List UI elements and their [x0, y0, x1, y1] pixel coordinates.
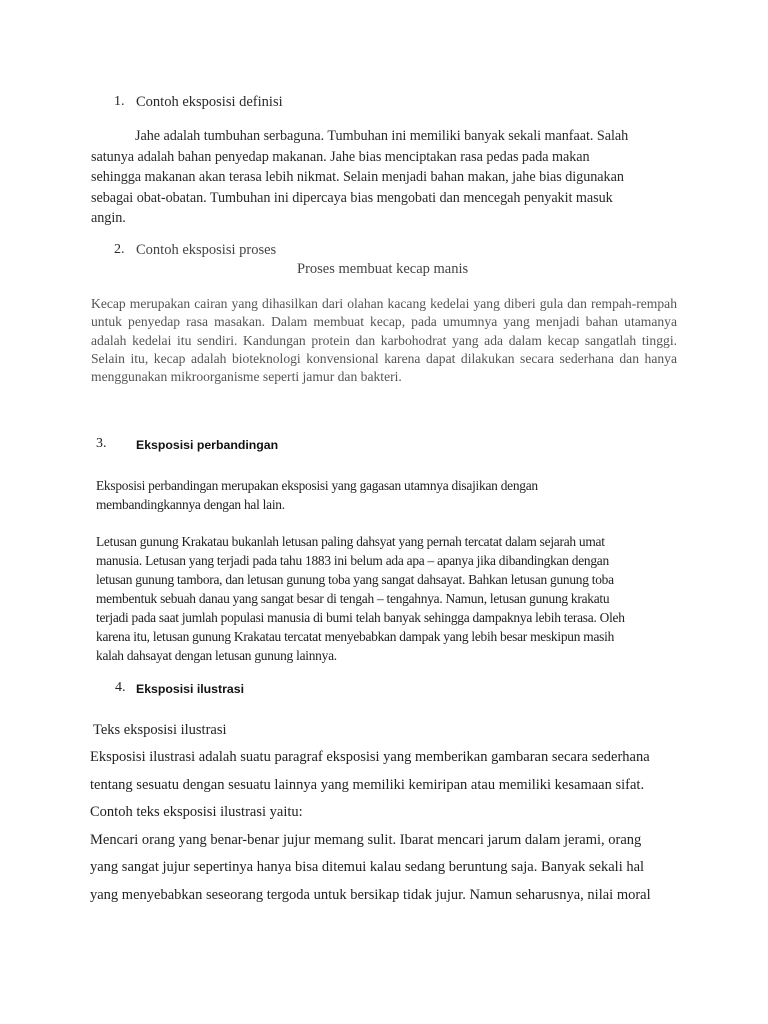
section2-subtitle: Proses membuat kecap manis [297, 261, 469, 277]
paragraph-line: angin. [91, 210, 126, 226]
paragraph-line: yang menyebabkan seseorang tergoda untuk bersikap tidak jujur. Namun seharusnya, nilai moral [90, 886, 651, 903]
section4-number: 4. [115, 680, 126, 695]
section1-title: Contoh eksposisi definisi [136, 94, 283, 110]
paragraph-line: karena itu, letusan gunung Krakatau tercatat menyebabkan dampak yang lebih besar meskipun masih [96, 629, 615, 644]
section2-title: Contoh eksposisi proses [136, 242, 277, 258]
section1-paragraph [91, 126, 691, 229]
paragraph-line: Jahe adalah tumbuhan serbaguna. Tumbuhan ini memiliki banyak sekali manfaat. Salah [135, 128, 629, 144]
section4-title: Eksposisi ilustrasi [136, 682, 244, 696]
section3-title: Eksposisi perbandingan [136, 438, 279, 452]
paragraph-line: letusan gunung tambora, dan letusan gunung toba yang sangat dahsayat. Bahkan letusan gunung toba [96, 572, 614, 587]
section3-example [96, 532, 696, 665]
paragraph-line: terjadi pada saat jumlah populasi manusia di bumi telah banyak sehingga dampaknya lebih terasa. Oleh [96, 610, 625, 625]
section2-number: 2. [114, 242, 125, 257]
paragraph-line: sehingga makanan akan terasa lebih nikmat. Selain menjadi bahan makan, jahe bias digunakan [91, 169, 624, 185]
section4-subtitle: Teks eksposisi ilustrasi [93, 722, 227, 738]
paragraph-line: membandingkannya dengan hal lain. [96, 497, 285, 512]
section2-paragraph: Kecap merupakan cairan yang dihasilkan dari olahan kacang kedelai yang diberi gula dan rempah-rempah untuk penyedap rasa masakan. Dalam membuat kecap, pada umumnya yang menjadi bahan utamanya adalah kedelai itu sendiri. Kandungan protein dan karbohodrat yang ada dalam kecap sangatlah tinggi. Selain itu, kecap adalah bioteknologi konvensional karena dapat dilakukan secara sederhana dan hanya menggunakan mikroorganisme seperti jamur dan bakteri. [91, 296, 677, 385]
paragraph-line: tentang sesuatu dengan sesuatu lainnya yang memiliki kemiripan atau memiliki kesamaan sifat. [90, 776, 645, 793]
section3-definition [96, 476, 696, 514]
section4-body [90, 744, 710, 909]
paragraph-line: sebagai obat-obatan. Tumbuhan ini dipercaya bias mengobati dan mencegah penyakit masuk [91, 189, 613, 206]
paragraph-line: Contoh teks eksposisi ilustrasi yaitu: [90, 804, 303, 820]
paragraph-line: Mencari orang yang benar-benar jujur memang sulit. Ibarat mencari jarum dalam jerami, orang [90, 831, 642, 848]
paragraph-line: yang sangat jujur sepertinya hanya bisa ditemui kalau sedang beruntung saja. Banyak sekali hal [90, 859, 645, 875]
paragraph-line: kalah dahsayat dengan letusan gunung lainnya. [96, 648, 337, 663]
section1-number: 1. [114, 94, 125, 109]
paragraph-line: satunya adalah bahan penyedap makanan. Jahe bias menciptakan rasa pedas pada makan [91, 148, 590, 165]
paragraph-line: Eksposisi ilustrasi adalah suatu paragraf eksposisi yang memberikan gambaran secara sederhana [90, 749, 650, 765]
section3-number: 3. [96, 436, 107, 451]
paragraph-line: manusia. Letusan yang terjadi pada tahu 1883 ini belum ada apa – apanya jika dibandingkan dengan [96, 553, 609, 568]
paragraph-line: Letusan gunung Krakatau bukanlah letusan paling dahsyat yang pernah tercatat dalam sejarah umat [96, 534, 605, 549]
paragraph-line: membentuk sebuah danau yang sangat besar di tengah – tengahnya. Namun, letusan gunung krakatu [96, 591, 610, 606]
paragraph-line: Eksposisi perbandingan merupakan eksposisi yang gagasan utamnya disajikan dengan [96, 478, 538, 493]
